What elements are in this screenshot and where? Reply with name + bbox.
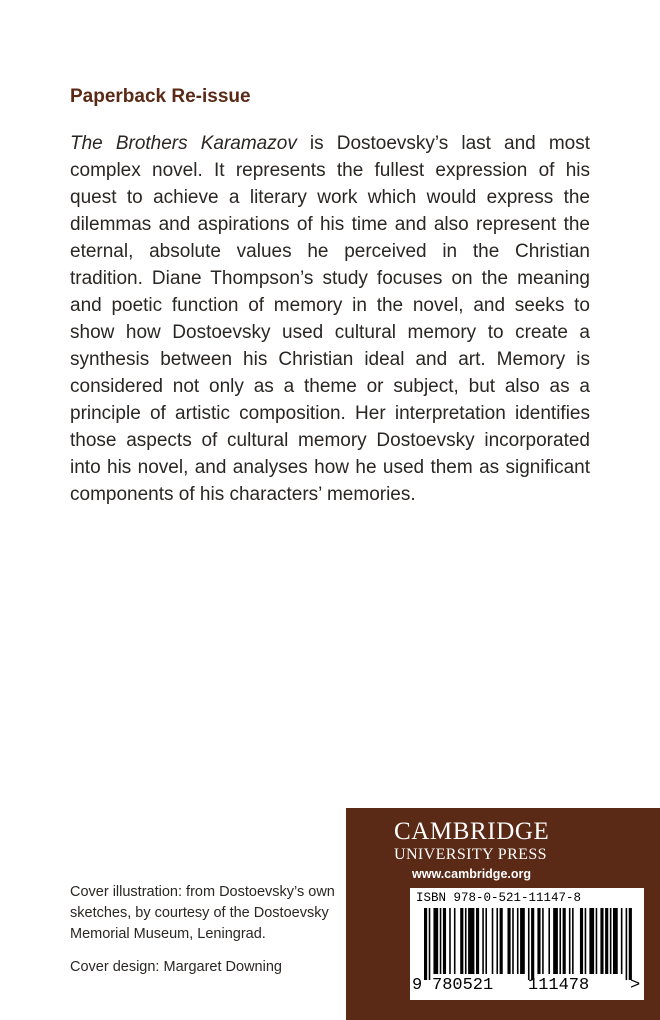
barcode-bar — [569, 908, 571, 974]
barcode-bar — [476, 908, 479, 974]
publisher-website: www.cambridge.org — [412, 867, 532, 881]
barcode-bar — [482, 908, 484, 974]
barcode-bar — [600, 908, 603, 974]
barcode-right-digits: 111478 — [528, 976, 590, 995]
book-title: The Brothers Karamazov — [70, 133, 297, 154]
barcode-bar — [542, 908, 544, 974]
barcode-bar — [468, 908, 474, 974]
isbn-number: ISBN 978-0-521-11147-8 — [416, 891, 582, 905]
barcode-bar — [580, 908, 583, 974]
barcode-bar — [629, 908, 632, 980]
barcode-bar — [605, 908, 608, 974]
barcode-bar — [507, 908, 510, 974]
barcode-bar — [496, 908, 498, 974]
barcode — [410, 888, 644, 1000]
barcode-bar — [520, 908, 525, 974]
barcode-bar — [440, 908, 442, 974]
barcode-bars — [424, 908, 632, 980]
barcode-bar — [610, 908, 612, 974]
barcode-bar — [460, 908, 463, 974]
barcode-bar — [449, 908, 451, 974]
barcode-bar — [621, 908, 623, 974]
barcode-bar — [585, 908, 587, 974]
barcode-bar — [553, 908, 558, 974]
barcode-bar — [454, 908, 456, 974]
barcode-bar — [596, 908, 598, 974]
barcode-bar — [517, 908, 519, 974]
barcode-bar — [626, 908, 628, 980]
barcode-bar — [559, 908, 561, 974]
barcode-bar — [537, 908, 540, 974]
description-text: is Dostoevsky’s last and most complex novel. It represents the fullest expression of his quest to achieve a literary work which would express the dilemmas and aspirations of his time and also represent the eternal, absolute values he perceived in the Christian tradition. Diane Thompson’s study focuses on the meaning and poetic function of memory in the novel, and seeks to show how Dostoevsky used cultural memory to create a synthesis between his Christian ideal and art. Memory is considered not only as a theme or subject, but also as a principle of artistic composition. Her interpretation identifies those aspects of cultural memory Dostoevsky incorporated into his novel, and analyses how he used them as significant components of his characters’ memories. — [70, 133, 591, 505]
barcode-bar — [572, 908, 574, 974]
barcode-bar — [424, 908, 427, 980]
section-heading: Paperback Re-issue — [70, 86, 251, 107]
barcode-bar — [492, 908, 494, 974]
barcode-bar — [485, 908, 487, 974]
publisher-logo-subtitle: UNIVERSITY PRESS — [394, 846, 547, 863]
barcode-bar — [465, 908, 467, 974]
barcode-bar — [589, 908, 594, 974]
barcode-bar — [528, 908, 530, 980]
barcode-bar — [433, 908, 438, 974]
book-description — [70, 130, 590, 508]
barcode-bar — [429, 908, 431, 980]
barcode-bar — [512, 908, 514, 974]
barcode-bar — [443, 908, 446, 974]
barcode-bar — [563, 908, 566, 974]
illustration-credit: Cover illustration: from Dostoevsky’s own sketches, by courtesy of the Dostoevsky Memorial Museum, Leningrad. — [70, 884, 335, 942]
barcode-bar — [500, 908, 503, 974]
barcode-first-digit: 9 — [412, 976, 423, 995]
barcode-left-digits: 780521 — [432, 976, 494, 995]
design-credit: Cover design: Margaret Downing — [70, 959, 282, 975]
publisher-panel — [346, 808, 660, 1020]
barcode-bar — [531, 908, 534, 980]
barcode-bar — [548, 908, 550, 974]
barcode-end-mark: > — [630, 976, 641, 995]
barcode-bar — [613, 908, 618, 974]
publisher-logo-name: CAMBRIDGE — [394, 818, 550, 845]
cover-credits — [70, 882, 340, 990]
